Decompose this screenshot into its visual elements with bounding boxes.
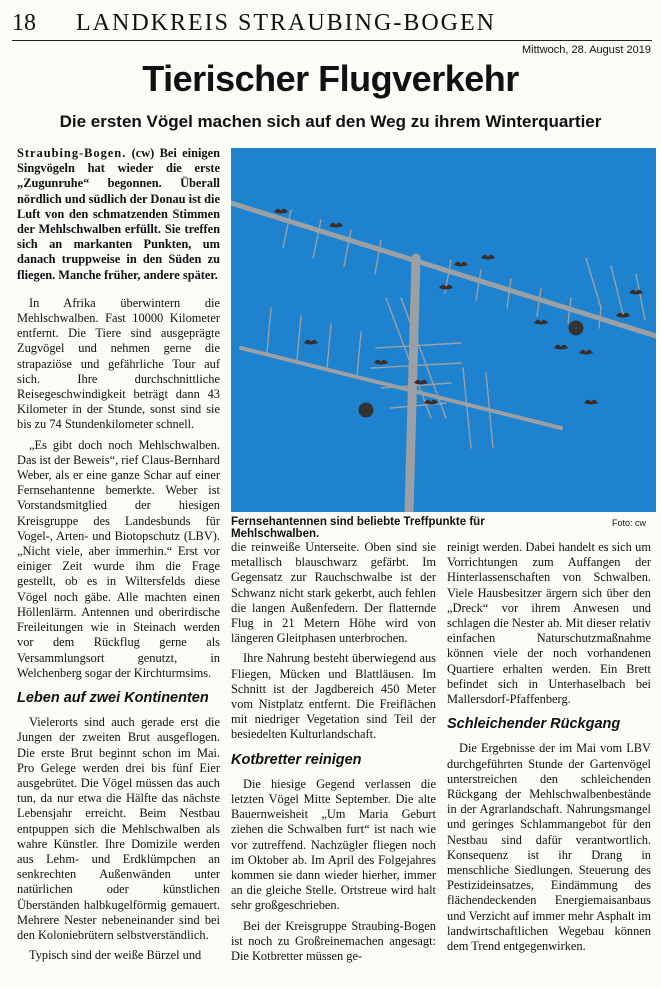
lead-text: (cw) Bei einigen Singvögeln hat wieder die erste „Zugunruhe“ begonnen. Überall nördlich und südlich der Donau ist die Luft von den schmatzenden Stimmen der Mehlschwalben erfüllt. Sie treffen sich an markanten Punkten, um danach truppweise in den Süden zu fliegen. Manche früher, andere später.	[17, 146, 220, 282]
body-paragraph: Typisch sind der weiße Bürzel und	[29, 948, 202, 963]
subhead-gradual-decline: Schleichender Rückgang	[447, 716, 621, 733]
article-subheadline: Die ersten Vögel machen sich auf den Weg zu ihrem Winterquartier	[59, 112, 602, 131]
body-paragraph: reinigt werden. Dabei handelt es sich um Vorrichtungen zum Auffangen der Hinterlassenschaften von Schwalben. Viele Hausbesitzer ärgern sich über den „Dreck“ vor ihrem Anwesen und schlagen die Nester ab. Mit dieser relativ einfachen Naturschutzmaßnahme können viele der noch vorhandenen Quartiere erhalten werden. Ein Brett befindet sich in Unterhaselbach bei Mallersdorf-Pfaffenberg.	[447, 540, 651, 707]
body-paragraph: die reinweiße Unterseite. Oben sind sie metallisch blauschwarz gefärbt. Im Gegensatz zur Rauchschwalbe ist der Schwanz nicht stark gekerbt, auch fehlen die langen Außenfedern. Der flatternde Flug in 21 Metern Höhe wird von längeren Gleitphasen unterbrochen.	[231, 540, 436, 646]
body-paragraph: Die Ergebnisse der im Mai vom LBV durchgeführten Stunde der Gartenvögel unterstreichen den schleichenden Rückgang der Mehlschwalbenbestände in der Agrarlandschaft. Nahrungsmangel und geringes Schlammangebot für den Nestbau sind dafür verantwortlich. Konsequenz ist ihr Drang in menschliche Siedlungen. Steuerung des Pestizideinsatzes, Eindämmung des flächendeckenden Energiemaisanbaus und Verzicht auf immer mehr Asphalt im landwirtschaftlichen Wegebau können dem Trend entgegenwirken.	[447, 741, 651, 954]
photo-caption: Fernsehantennen sind beliebte Treffpunkte für Mehlschwalben.	[231, 516, 485, 540]
body-paragraph: Die hiesige Gegend verlassen die letzten Vögel Mitte September. Die alte Bauernweisheit „Um Maria Geburt ziehen die Schwalben furt“ ist nach wie vor zutreffend. Nachzügler fliegen noch im Oktober ab. Im April des Folgejahres kommen sie dann wieder hierher, immer an die gleiche Stelle. Ortstreue wird halt sehr großgeschrieben.	[231, 776, 436, 913]
swallows-on-antenna-image	[231, 148, 656, 512]
subhead-two-continents: Leben auf zwei Kontinenten	[17, 689, 209, 706]
lead-paragraph	[17, 146, 220, 283]
column-1	[17, 146, 220, 968]
body-paragraph: Vielerorts sind auch gerade erst die Jungen der zweiten Brut ausgeflogen. Die erste Brut beginnt schon im Mai. Pro Gelege werden drei bis fünf Eier ausgebrütet. Die Vögel müssen das auch tun, da nur etwa die Hälfte das nächste Lebensjahr erreicht. Beim Nestbau entpuppen sich die Mehlschwalben als wahre Künstler. Ihre Domizile werden aus Lehm- und Erdklümpchen an senkrechten Außenwänden unter natürlichen oder künstlichen Überständen halbkugelförmig gemauert. Mehrere Nester nebeneinander sind bei den Koloniebrütern selbstverständlich.	[17, 715, 220, 942]
body-paragraph: Bei der Kreisgruppe Straubing-Bogen ist noch zu Großreinemachen angesagt: Die Kotbretter müssen ge-	[231, 918, 436, 964]
issue-date: Mittwoch, 28. August 2019	[521, 44, 651, 56]
page-number: 18	[12, 10, 36, 36]
body-paragraph: In Afrika überwintern die Mehlschwalben. Fast 10000 Kilometer entfernt. Die Tiere sind ausgeprägte Zugvögel und nehmen gerne die strapaziöse und gefährliche Tour auf sich. Ihre durchschnittliche Reisegeschwindigkeit beträgt dann 43 Kilometer in der Stunde, sonst sind sie bis zu 74 Stundenkilometer schnell.	[17, 295, 220, 432]
article-headline: Tierischer Flugverkehr	[142, 58, 519, 99]
column-3	[447, 540, 651, 959]
column-2	[231, 540, 436, 969]
dateline: Straubing-Bogen.	[17, 146, 127, 160]
photo-credit: Foto: cw	[612, 518, 647, 528]
body-paragraph: Ihre Nahrung besteht überwiegend aus Fliegen, Mücken und Blattläusen. Im Schnitt ist der Jagdbereich 450 Meter vom Nistplatz entfernt. Die Freiflächen mit niedriger Vegetation sind Teil der besiedelten Kulturlandschaft.	[231, 651, 436, 742]
body-paragraph: „Es gibt doch noch Mehlschwalben. Das ist der Beweis“, rief Claus-Bernhard Weber, als er eine ganze Schar auf einer Fernsehantenne bemerkte. Weber ist Vorstandsmitglied der hiesigen Kreisgruppe des Landesbunds für Vogel-, Arten- und Biotopschutz (LBV). „Nicht viele, aber immerhin.“ Erst vor einiger Zeit wurde ihm die Frage gestellt, ob es in Wiltersfelds diese Vögel noch gäbe. Alle machten einen Höllenlärm. Antennen und oberirdische Freileitungen wie in Steinach werden vor dem Rückflug gerne als Versammlungsort genutzt, in Welchenberg sogar der Kirchturmsims.	[17, 437, 221, 680]
subhead-clean-boards: Kotbretter reinigen	[231, 751, 362, 768]
antenna-photo	[231, 148, 656, 512]
page-header	[12, 8, 652, 41]
section-title: LANDKREIS STRAUBING-BOGEN	[76, 10, 496, 36]
